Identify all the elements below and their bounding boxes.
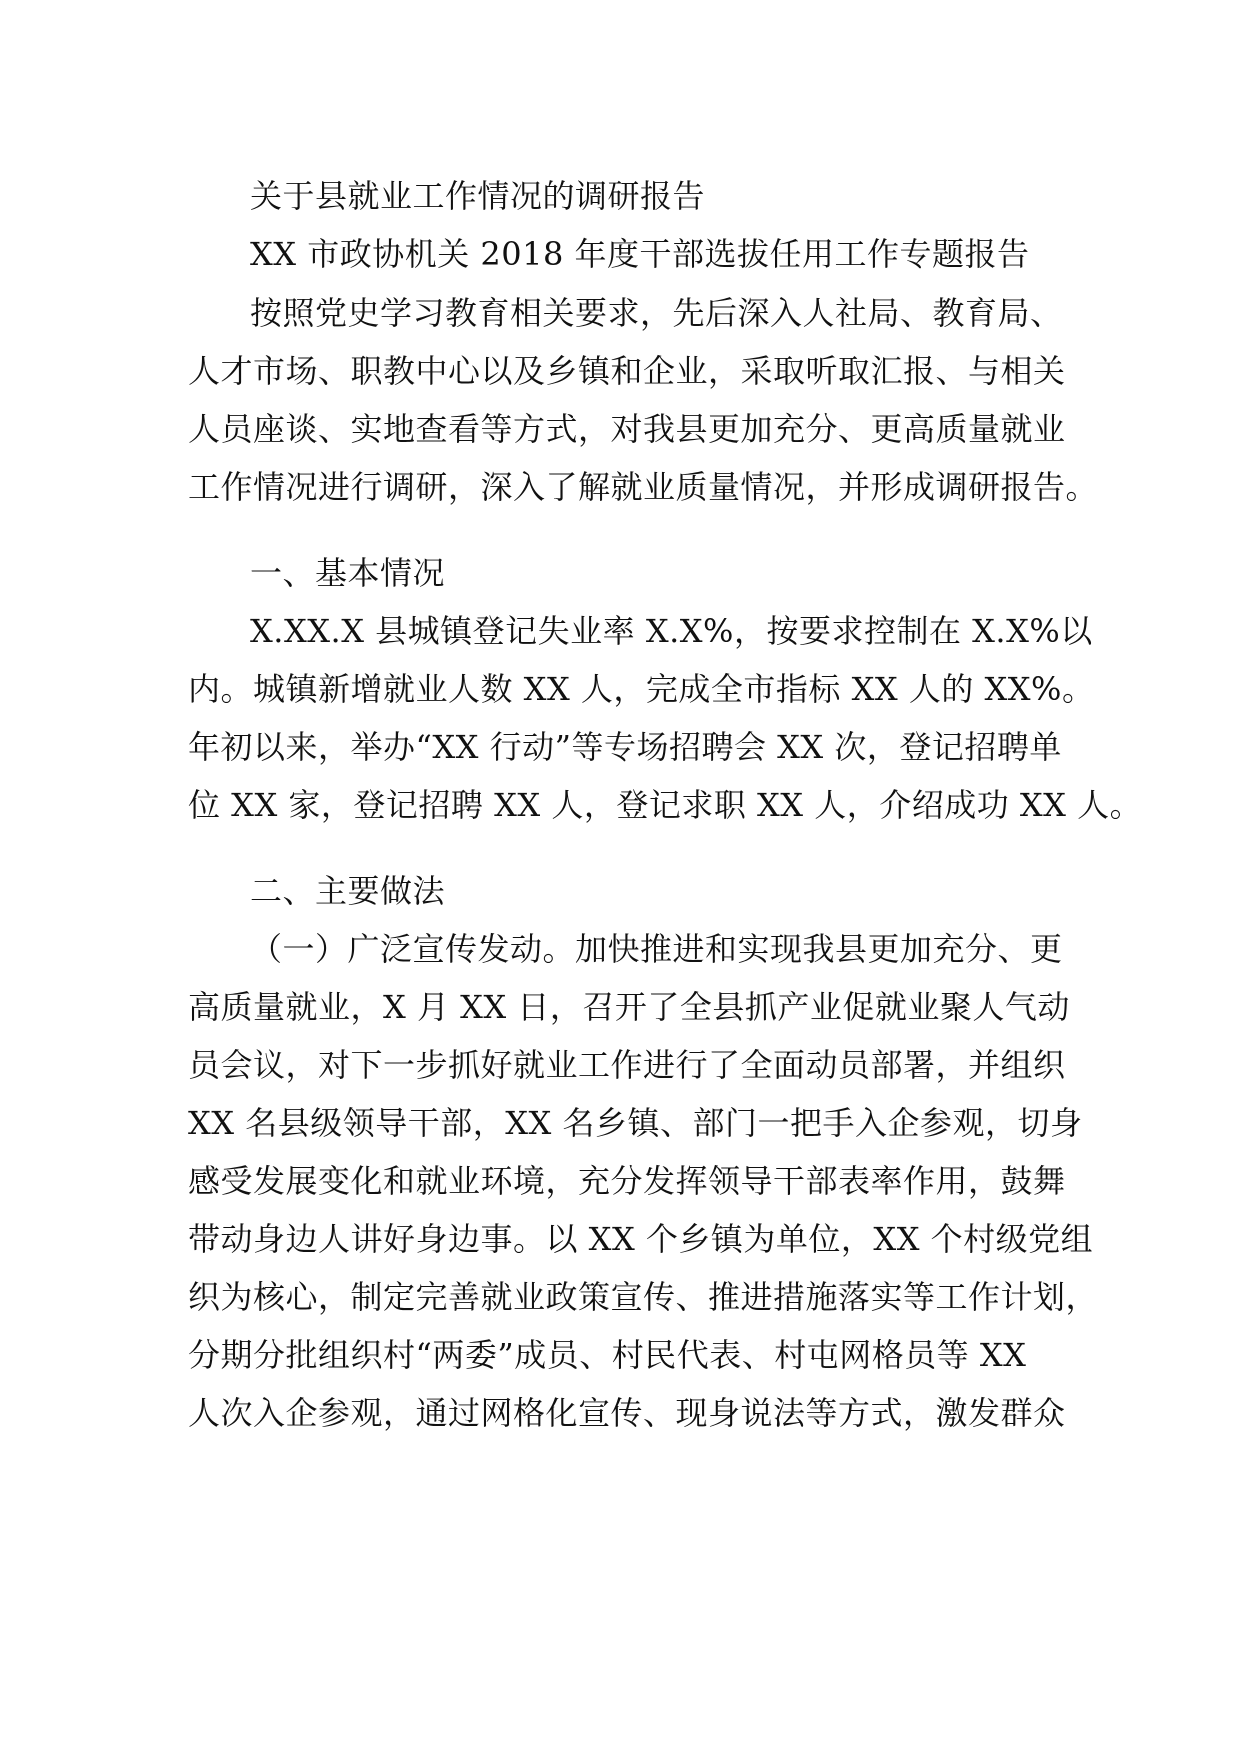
section-heading-methods: 二、主要做法: [250, 872, 446, 910]
section2-line: 织为核心，制定完善就业政策宣传、推进措施落实等工作计划，: [188, 1278, 1099, 1316]
document-title: 关于县就业工作情况的调研报告: [250, 177, 706, 215]
section2-line: XX 名县级领导干部，XX 名乡镇、部门一把手入企参观，切身: [188, 1104, 1083, 1142]
section2-line: 分期分批组织村“两委”成员、村民代表、村屯网格员等 XX: [188, 1336, 1027, 1374]
section1-line: 内。城镇新增就业人数 XX 人，完成全市指标 XX 人的 XX%。: [188, 670, 1095, 708]
section1-line: X.XX.X 县城镇登记失业率 X.X%，按要求控制在 X.X%以: [250, 612, 1093, 650]
section2-line: 员会议，对下一步抓好就业工作进行了全面动员部署，并组织: [188, 1046, 1066, 1084]
section2-line: 高质量就业，X 月 XX 日，召开了全县抓产业促就业聚人气动: [188, 988, 1070, 1026]
document-subtitle: XX 市政协机关 2018 年度干部选拔任用工作专题报告: [250, 235, 1030, 273]
section2-line: （一）广泛宣传发动。加快推进和实现我县更加充分、更: [250, 930, 1063, 968]
intro-line: 人员座谈、实地查看等方式，对我县更加充分、更高质量就业: [188, 410, 1066, 448]
section2-line: 人次入企参观，通过网格化宣传、现身说法等方式，激发群众: [188, 1394, 1066, 1432]
section1-line: 位 XX 家，登记招聘 XX 人，登记求职 XX 人，介绍成功 XX 人。: [188, 786, 1143, 824]
section2-line: 感受发展变化和就业环境，充分发挥领导干部表率作用，鼓舞: [188, 1162, 1066, 1200]
section2-line: 带动身边人讲好身边事。以 XX 个乡镇为单位，XX 个村级党组: [188, 1220, 1094, 1258]
intro-line: 人才市场、职教中心以及乡镇和企业，采取听取汇报、与相关: [188, 352, 1066, 390]
section1-line: 年初以来，举办“XX 行动”等专场招聘会 XX 次，登记招聘单: [188, 728, 1062, 766]
intro-line: 按照党史学习教育相关要求，先后深入人社局、教育局、: [250, 294, 1063, 332]
intro-line: 工作情况进行调研，深入了解就业质量情况，并形成调研报告。: [188, 468, 1099, 506]
section-heading-basic: 一、基本情况: [250, 554, 446, 592]
